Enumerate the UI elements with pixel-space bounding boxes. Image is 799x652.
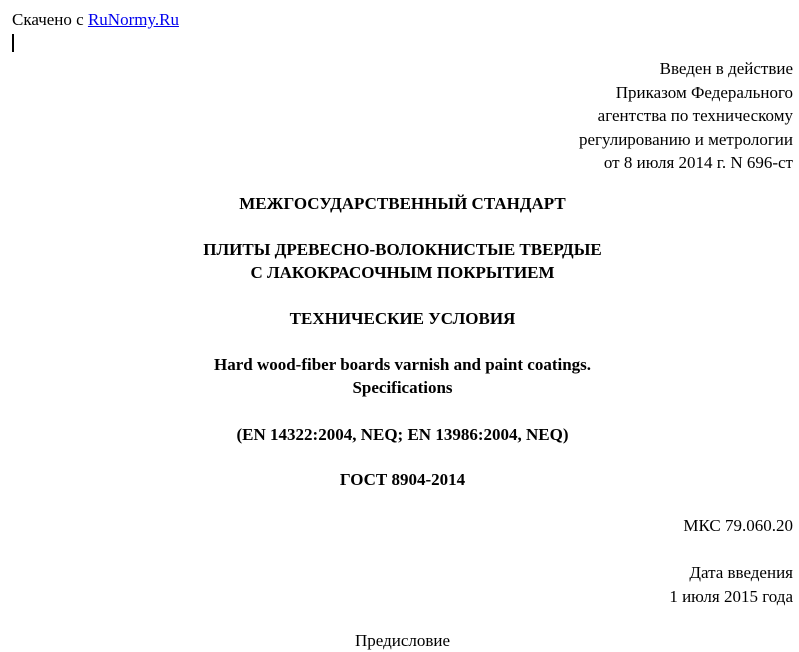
gost-code-heading [0, 468, 799, 491]
approval-line: от 8 июля 2014 г. N 696-ст [603, 153, 793, 172]
source-link[interactable]: RuNormy.Ru [87, 10, 179, 29]
standard-type-heading [0, 192, 799, 215]
standard-subtitle-heading [0, 307, 799, 330]
approval-line: агентства по техническому [597, 106, 793, 125]
english-title-line: Specifications [352, 378, 453, 397]
approval-line: регулированию и метрологии [578, 129, 793, 149]
classification-block [683, 514, 793, 538]
standard-title-line: ПЛИТЫ ДРЕВЕСНО-ВОЛОКНИСТЫЕ ТВЕРДЫЕ [203, 240, 602, 259]
english-title [0, 353, 799, 399]
introduction-date-value: 1 июля 2015 года [669, 586, 793, 606]
source-line [12, 9, 179, 31]
source-prefix: Скачено с [12, 10, 88, 29]
mks-code: МКС 79.060.20 [683, 516, 793, 535]
gost-code: ГОСТ 8904-2014 [339, 470, 466, 489]
standard-title [0, 238, 799, 284]
approval-block [579, 57, 793, 175]
standard-subtitle: ТЕХНИЧЕСКИЕ УСЛОВИЯ [289, 309, 516, 328]
introduction-date-block [669, 561, 793, 608]
preface-heading [0, 629, 799, 652]
equivalence-text: (EN 14322:2004, NEQ; EN 13986:2004, NEQ) [236, 425, 569, 444]
english-title-line: Hard wood-fiber boards varnish and paint coatings. [213, 355, 592, 374]
approval-line: Введен в действие [659, 59, 793, 78]
approval-line: Приказом Федерального [615, 82, 793, 102]
text-cursor [12, 34, 14, 52]
standard-type: МЕЖГОСУДАРСТВЕННЫЙ СТАНДАРТ [239, 194, 566, 213]
introduction-date-label: Дата введения [689, 563, 793, 582]
standard-title-line: С ЛАКОКРАСОЧНЫМ ПОКРЫТИЕМ [250, 263, 555, 282]
preface-title: Предисловие [354, 631, 451, 650]
equivalence-heading [0, 423, 799, 446]
